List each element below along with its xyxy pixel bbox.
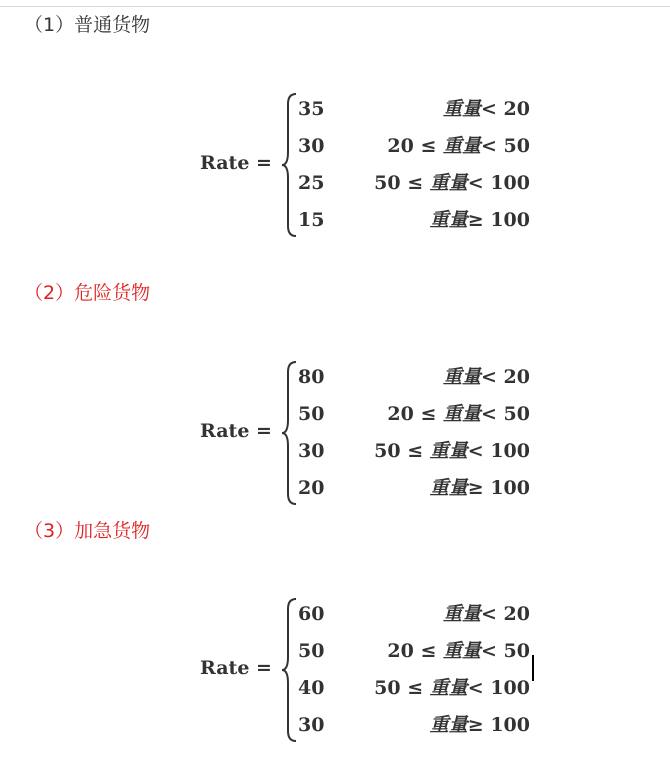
rate-value: 30 <box>298 135 325 157</box>
upper-bound: < 100 <box>467 677 530 699</box>
case-row <box>298 710 530 740</box>
upper-bound: < 20 <box>481 603 530 625</box>
upper-bound: < 50 <box>481 403 530 425</box>
upper-bound: ≥ 100 <box>467 477 530 499</box>
weight-variable: 重量 <box>443 603 482 625</box>
weight-condition <box>430 710 530 740</box>
rate-value: 35 <box>298 98 325 120</box>
lower-bound: 20 ≤ <box>387 403 437 425</box>
weight-condition <box>430 473 530 503</box>
section-title: （3）加急货物 <box>24 520 151 542</box>
upper-bound: < 50 <box>481 640 530 662</box>
lower-bound: 20 ≤ <box>387 640 437 662</box>
case-row <box>298 399 530 429</box>
rate-value: 80 <box>298 366 325 388</box>
case-row <box>298 436 530 466</box>
weight-variable: 重量 <box>443 403 482 425</box>
weight-variable: 重量 <box>429 172 468 194</box>
rate-value: 25 <box>298 172 325 194</box>
upper-bound: ≥ 100 <box>467 714 530 736</box>
upper-bound: ≥ 100 <box>467 209 530 231</box>
case-row <box>298 599 530 629</box>
weight-variable: 重量 <box>443 135 482 157</box>
left-brace-icon <box>280 360 298 506</box>
text-cursor <box>532 655 534 681</box>
case-row <box>298 473 530 503</box>
section-title: （2）危险货物 <box>24 282 151 304</box>
lower-bound: 50 ≤ <box>374 440 424 462</box>
rate-value: 30 <box>298 440 325 462</box>
weight-variable: 重量 <box>443 366 482 388</box>
weight-condition <box>387 399 530 429</box>
rate-value: 20 <box>298 477 325 499</box>
weight-condition <box>374 436 530 466</box>
rate-label: Rate = <box>200 152 272 174</box>
rate-value: 50 <box>298 640 325 662</box>
weight-variable: 重量 <box>429 440 468 462</box>
rate-value: 60 <box>298 603 325 625</box>
rate-value: 40 <box>298 677 325 699</box>
case-row <box>298 362 530 392</box>
rate-label: Rate = <box>200 420 272 442</box>
rate-value: 15 <box>298 209 325 231</box>
weight-condition <box>443 362 530 392</box>
weight-variable: 重量 <box>429 677 468 699</box>
weight-condition <box>374 673 530 703</box>
weight-variable: 重量 <box>429 477 468 499</box>
left-brace-icon <box>280 597 298 743</box>
weight-variable: 重量 <box>443 640 482 662</box>
case-row <box>298 673 530 703</box>
section-title: （1）普通货物 <box>24 14 151 36</box>
upper-bound: < 50 <box>481 135 530 157</box>
lower-bound: 20 ≤ <box>387 135 437 157</box>
upper-bound: < 100 <box>467 440 530 462</box>
weight-variable: 重量 <box>429 714 468 736</box>
lower-bound: 50 ≤ <box>374 677 424 699</box>
weight-condition <box>443 599 530 629</box>
weight-variable: 重量 <box>443 98 482 120</box>
lower-bound: 50 ≤ <box>374 172 424 194</box>
rate-value: 50 <box>298 403 325 425</box>
upper-bound: < 20 <box>481 98 530 120</box>
case-row <box>298 636 530 666</box>
weight-variable: 重量 <box>429 209 468 231</box>
upper-bound: < 100 <box>467 172 530 194</box>
rate-value: 30 <box>298 714 325 736</box>
upper-bound: < 20 <box>481 366 530 388</box>
rate-label: Rate = <box>200 657 272 679</box>
weight-condition <box>387 636 530 666</box>
